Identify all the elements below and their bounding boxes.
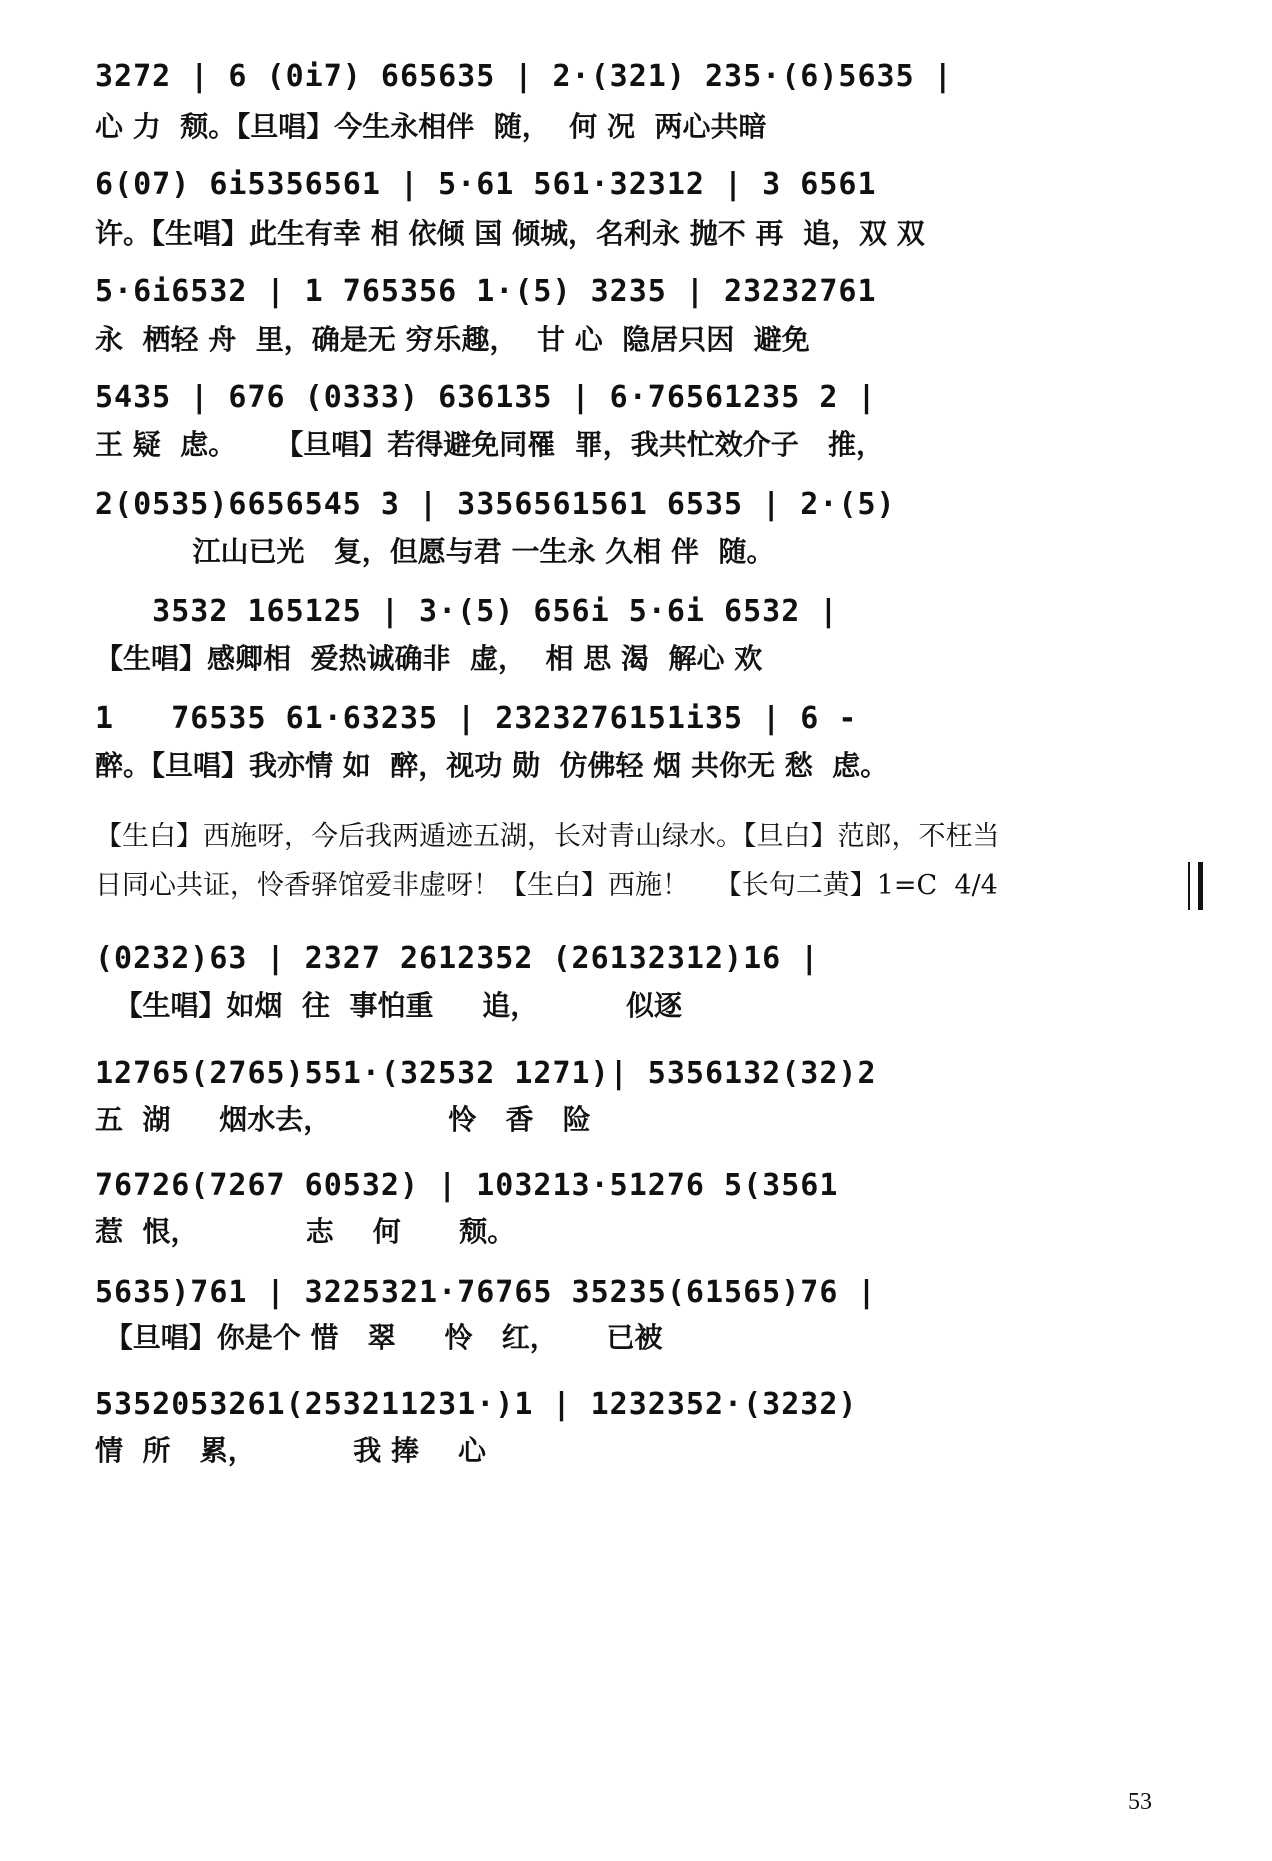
lyric-row: 惹 恨， 志 何 颓。: [95, 1215, 516, 1248]
notation-row: 3272 | 6 (0i7) 665635 | 2·(321) 235·(6)5635 |: [95, 59, 953, 94]
lyric-row: 【旦唱】你是个 惜 翠 怜 红， 已被: [95, 1321, 663, 1354]
notation-row: 5·6i6532 | 1 765356 1·(5) 3235 | 23232761: [95, 274, 877, 309]
notation-row: 12765(2765)551·(32532 1271)| 5356132(32)2: [95, 1056, 877, 1091]
lyric-row: 【生唱】如烟 往 事怕重 追， 似逐: [95, 989, 682, 1022]
lyric-row: 心 力 颓。【旦唱】今生永相伴 随， 何 况 两心共暗: [95, 110, 767, 143]
lyric-row: 情 所 累， 我 捧 心: [95, 1434, 486, 1467]
lyric-row: 永 栖轻 舟 里，确是无 穷乐趣， 甘 心 隐居只因 避免: [95, 323, 810, 356]
notation-row: 5352053261(253211231·)1 | 1232352·(3232): [95, 1387, 858, 1422]
notation-row: 1 76535 61·63235 | 2323276151i35 | 6 -: [95, 701, 858, 736]
lyric-row: 江山已光 复，但愿与君 一生永 久相 伴 随。: [95, 535, 775, 568]
notation-row: 5435 | 676 (0333) 636135 | 6·76561235 2 |: [95, 380, 877, 415]
lyric-row: 醉。【旦唱】我亦情 如 醉，视功 勋 仿佛轻 烟 共你无 愁 虑。: [95, 749, 889, 782]
notation-row: 5635)761 | 3225321·76765 35235(61565)76 |: [95, 1275, 877, 1310]
page-number: 53: [1128, 1789, 1152, 1815]
spoken-dialogue: 【生白】西施呀，今后我两遁迹五湖，长对青山绿水。【旦白】范郎，不枉当: [95, 821, 1000, 852]
lyric-row: 五 湖 烟水去， 怜 香 险: [95, 1103, 591, 1136]
notation-row: 76726(7267 60532) | 103213·51276 5(3561: [95, 1168, 839, 1203]
notation-row: (0232)63 | 2327 2612352 (26132312)16 |: [95, 941, 820, 976]
notation-row: 2(0535)6656545 3 | 3356561561 6535 | 2·(5): [95, 487, 896, 522]
lyric-row: 王 疑 虑。 【旦唱】若得避免同罹 罪，我共忙效介子 推，: [95, 428, 884, 461]
spoken-dialogue: 日同心共证，怜香驿馆爱非虚呀！【生白】西施！ 【长句二黄】1=C 4/4: [95, 870, 998, 901]
lyric-row: 【生唱】感卿相 爱热诚确非 虚， 相 思 渴 解心 欢: [95, 642, 763, 675]
lyric-row: 许。【生唱】此生有幸 相 依倾 国 倾城，名利永 抛不 再 追，双 双: [95, 217, 925, 250]
notation-row: 6(07) 6i5356561 | 5·61 561·32312 | 3 6561: [95, 167, 877, 202]
notation-row: 3532 165125 | 3·(5) 656i 5·6i 6532 |: [95, 594, 839, 629]
